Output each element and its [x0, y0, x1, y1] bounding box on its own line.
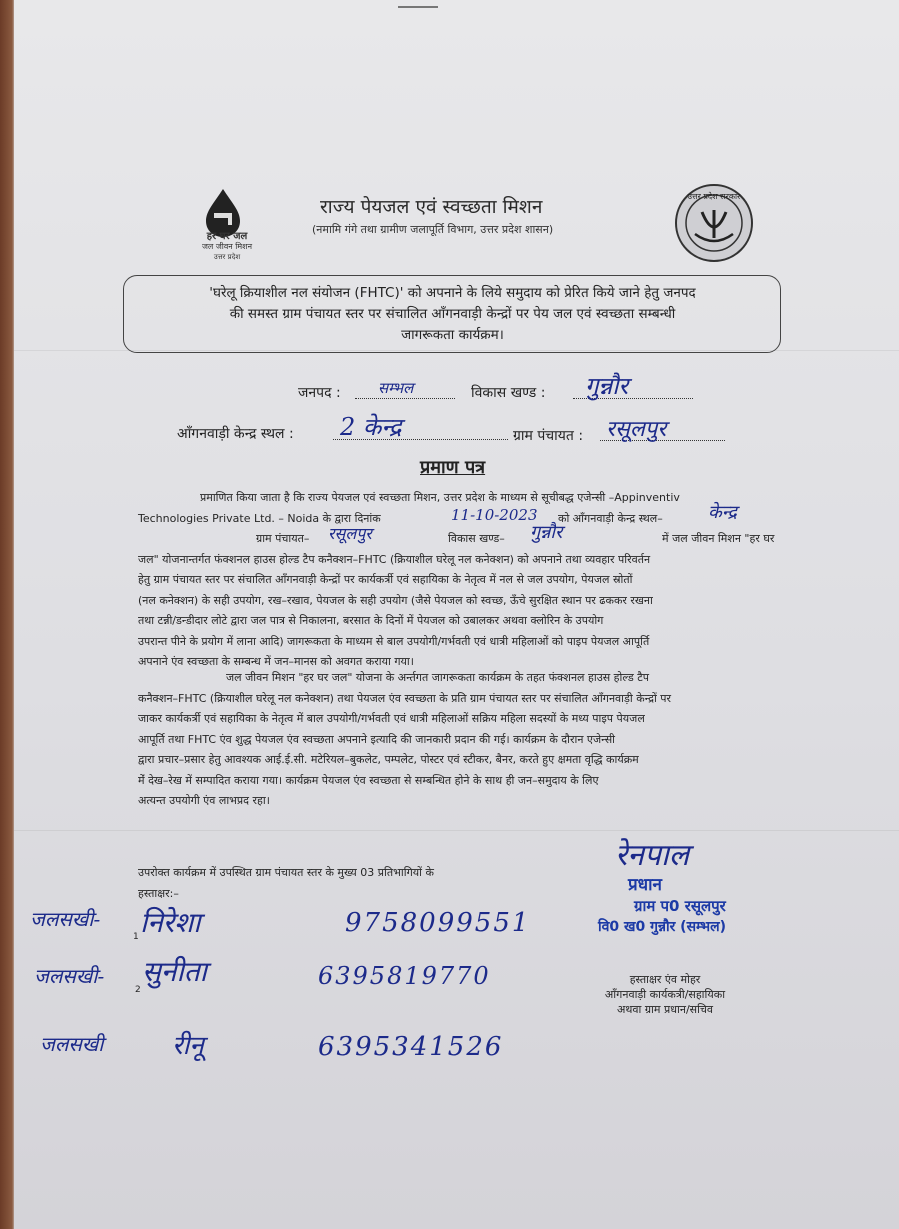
- signature-caption: हस्ताक्षर एंव मोहर आँगनवाड़ी कार्यकत्री/सहायिका अथवा ग्राम प्रधान/सचिव: [604, 973, 726, 1016]
- program-banner-text: 'घरेलू क्रियाशील नल संयोजन (FHTC)' को अपनाने के लिये समुदाय को प्रेरित किये जाने हेतु जनपद की समस्त ग्राम पंचायत स्तर पर संचालित आँगनवाड़ी केन्द्रों पर पेय जल एवं स्वच्छता सम्बन्धी जागरूकता कार्यक्रम।: [209, 285, 696, 343]
- participant-3-name: रीनू: [172, 1031, 204, 1061]
- janpad-value: सम्भल: [378, 379, 414, 397]
- janpad-label: जनपद :: [298, 385, 341, 401]
- vikas-khand-label: विकास खण्ड :: [471, 385, 546, 401]
- participant-2-phone: 6395819770: [318, 962, 491, 990]
- org-subtitle: (नमामि गंगे तथा ग्रामीण जलापूर्ति विभाग, उत्तर प्रदेश शासन): [312, 223, 554, 236]
- anganwadi-label: आँगनवाड़ी केन्द्र स्थल :: [177, 426, 294, 442]
- certificate-paragraph-2: जल जीवन मिशन "हर घर जल" योजना के अर्न्तगत जागरूकता कार्यक्रम के तहत फंक्शनल हाउस होल्ड टैप कनैक्शन–FHTC (क्रियाशील घरेलू नल कनेक्शन) तथा पेयजल एंव स्वच्छता के प्रति ग्राम पंचायत स्तर पर संचालित आँगनवाड़ी केन्द्रों पर जाकर कार्यकर्त्री एवं सहायिका के नेतृत्व में बाल उपयोगी/गर्भवती एवं धात्री महिलाओं सक्रिय महिला सदस्यों के मध्य पाइप पेयजल आपूर्ति तथा FHTC एंव शुद्ध पेयजल एंव स्वच्छता अपनाने इत्यादि की जानकारी प्रदान की गई। कार्यक्रम के दौरान एजेन्सी द्वारा प्रचार–प्रसार हेतु आवश्यक आई.ई.सी. मटेरियल–बुकलेट, पम्पलेट, पोस्टर एवं स्टीकर, बैनर, करते हुए क्षमता वृद्धि कार्यक्रम मेंं देख–रेख में सम्पादित कराया गया। कार्यक्रम पेयजल एंव स्वच्छता से सम्बन्धित होने के साथ ही जन–समुदाय के लिए अत्यन्त उपयोगी एंव लाभप्रद रहा।: [138, 671, 672, 807]
- pradhan-signature: रेनपाल: [615, 838, 690, 873]
- participant-2-name: सुनीता: [142, 955, 207, 988]
- stamp-line-1: प्रधान: [628, 875, 662, 895]
- certificate-title: प्रमाण पत्र: [420, 457, 486, 478]
- participant-1-name: निरेशा: [140, 906, 201, 939]
- gram-panchayat-label: ग्राम पंचायत :: [513, 428, 584, 444]
- gram-panchayat-value: रसूलपुर: [606, 417, 667, 442]
- vikas-khand-value: गुन्नौर: [585, 372, 629, 400]
- fold-line: [14, 350, 899, 351]
- logo-caption: हर घर जल जल जीवन मिशन उत्तर प्रदेश: [201, 231, 253, 261]
- certificate-paragraph-1: प्रमाणित किया जाता है कि राज्य पेयजल एवं स्वच्छता मिशन, उत्तर प्रदेश के माध्यम से सूचीबद्ध एजेन्सी –Appinventiv Technologies Private Ltd. – Noida के द्वारा दिनांक 11-10-2023 को आँगनवाड़ी केन्द्र स्थल– केन्द्र ग्राम पंचायत– रसूलपुर विकास खण्ड– गुन्नौर में जल जीवन मिशन "हर घर जल" योजनान्तर्गत फंक्शनल हाउस होल्ड टैप कनैक्शन–FHTC (क्रियाशील घरेलू नल कनेक्शन) को अपनाने तथा व्यवहार परिवर्तन हेतु ग्राम पंचायत स्तर पर संचालित आँगनवाड़ी केन्द्रों पर कार्यकर्त्री एवं सहायिका के नेतृत्व में नल से जल उपयोग, पेयजल स्रोतों (नल कनेक्शन) के सही उपयोग, रख–रखाव, पेयजल के सही उपयोग (जैसे पेयजल को स्वच्छ, ऊँचे सुरक्षित स्थान पर ढककर रखना तथा टन्नी/डन्डीदार लोटे द्वारा जल पात्र से निकालना, बरसात के दिनों में पेयजल को उबालकर अथवा क्लोरिन के उपयोग उपरान्त पीने के प्रयोग में लाना आदि) जागरूकता के माध्यम से बाल उपयोगी/गर्भवती एवं धात्री महिलाओं को पाइप पेयजल आपूर्ति अपनाने एंव स्वच्छता के सम्बन्ध में जन–मानस को अवगत कराया गया।: [138, 491, 775, 668]
- participant-3-phone: 6395341526: [318, 1032, 504, 1062]
- participant-1-phone: 9758099551: [345, 908, 531, 938]
- participant-1-num: 1: [133, 932, 139, 942]
- stamp-line-3: वि0 ख0 गुन्नौर (सम्भल): [598, 919, 726, 935]
- anganwadi-value: 2 केन्द्र: [340, 413, 402, 441]
- participant-2-role: जलसखी-: [34, 964, 105, 988]
- stamp-line-2: ग्राम प0 रसूलपुर: [634, 897, 726, 915]
- pen-mark: [398, 6, 438, 8]
- fold-line: [14, 830, 899, 831]
- participant-1-role: जलसखी-: [30, 907, 101, 931]
- org-title: राज्य पेयजल एवं स्वच्छता मिशन: [320, 196, 543, 218]
- janpad-line: [355, 398, 455, 399]
- participant-2-num: 2: [135, 985, 141, 995]
- emblem-text: [673, 182, 755, 264]
- participants-intro: उपरोक्त कार्यक्रम में उपस्थित ग्राम पंचायत स्तर के मुख्य 03 प्रतिभागियों के हस्ताक्षर:–: [138, 866, 434, 900]
- participant-3-role: जलसखी: [40, 1032, 104, 1056]
- svg-text:उत्तर प्रदेश सरकार: उत्तर प्रदेश सरकार: [687, 192, 741, 201]
